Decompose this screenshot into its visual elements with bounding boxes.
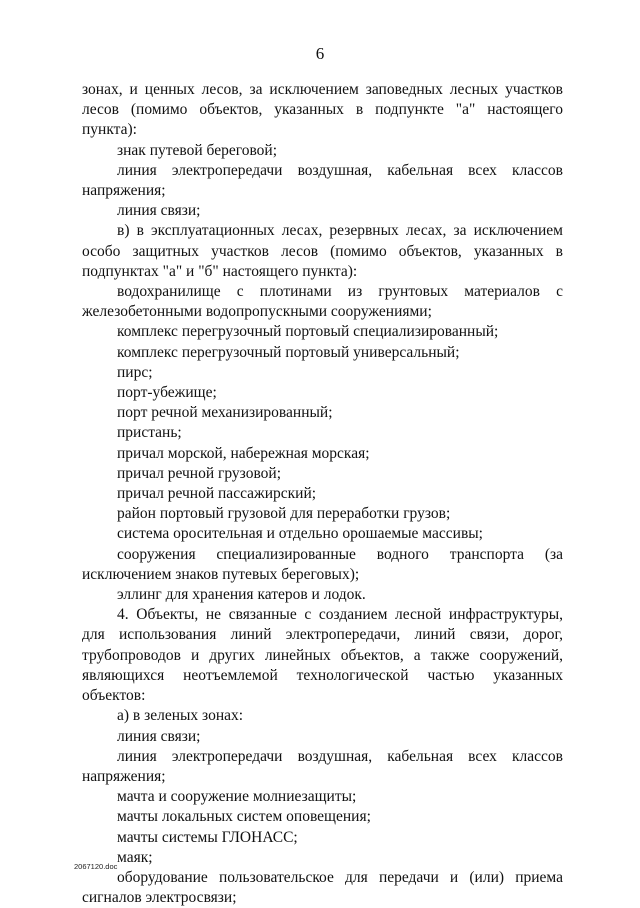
- document-body: [82, 80, 563, 908]
- paragraph: причал речной грузовой;: [117, 464, 282, 482]
- paragraph: оборудование пользовательское для передачи и (или) приема сигналов электросвязи;: [82, 868, 563, 907]
- paragraph: причал речной пассажирский;: [117, 485, 317, 503]
- paragraph: порт речной механизированный;: [117, 404, 333, 422]
- paragraph: порт-убежище;: [117, 384, 217, 402]
- paragraph: знак путевой береговой;: [117, 141, 278, 159]
- paragraph: система оросительная и отдельно орошаемые массивы;: [117, 525, 483, 543]
- paragraph: пирс;: [117, 363, 153, 381]
- paragraph: причал морской, набережная морская;: [117, 444, 370, 462]
- paragraph: зонах, и ценных лесов, за исключением заповедных лесных участков лесов (помимо объектов, указанных в подпункте "а" настоящего пункта):: [82, 81, 563, 139]
- paragraph: а) в зеленых зонах:: [117, 707, 244, 725]
- paragraph: пристань;: [117, 424, 182, 442]
- paragraph: район портовый грузовой для переработки грузов;: [117, 505, 451, 523]
- paragraph: комплекс перегрузочный портовый универсальный;: [117, 343, 460, 361]
- paragraph: мачты системы ГЛОНАСС;: [117, 828, 298, 846]
- paragraph: водохранилище с плотинами из грунтовых материалов с железобетонными водопропускными сооружениями;: [82, 283, 563, 321]
- paragraph: линия связи;: [117, 202, 201, 220]
- paragraph: линия электропередачи воздушная, кабельная всех классов напряжения;: [82, 161, 563, 200]
- paragraph: линия электропередачи воздушная, кабельная всех классов напряжения;: [82, 747, 563, 785]
- paragraph: маяк;: [117, 848, 153, 866]
- paragraph: 4. Объекты, не связанные с созданием лесной инфраструктуры, для использования линий электропередачи, линий связи, дорог, трубопроводов и других линейных объектов, а также сооружений, являющихся неотъемлемой технологической частью указанных объектов:: [82, 606, 563, 705]
- page-number: 6: [315, 44, 325, 63]
- paragraph: сооружения специализированные водного транспорта (за исключением знаков путевых береговых);: [82, 545, 563, 583]
- footer-filename: 2067120.doc: [74, 862, 118, 871]
- paragraph: в) в эксплуатационных лесах, резервных лесах, за исключением особо защитных участков лесов (помимо объектов, указанных в подпунктах "а" и "б" настоящего пункта):: [82, 222, 563, 280]
- paragraph: мачты локальных систем оповещения;: [117, 808, 371, 826]
- paragraph: эллинг для хранения катеров и лодок.: [117, 586, 366, 604]
- paragraph: мачта и сооружение молниезащиты;: [117, 788, 357, 806]
- paragraph: линия связи;: [117, 727, 201, 745]
- paragraph: комплекс перегрузочный портовый специализированный;: [117, 323, 499, 341]
